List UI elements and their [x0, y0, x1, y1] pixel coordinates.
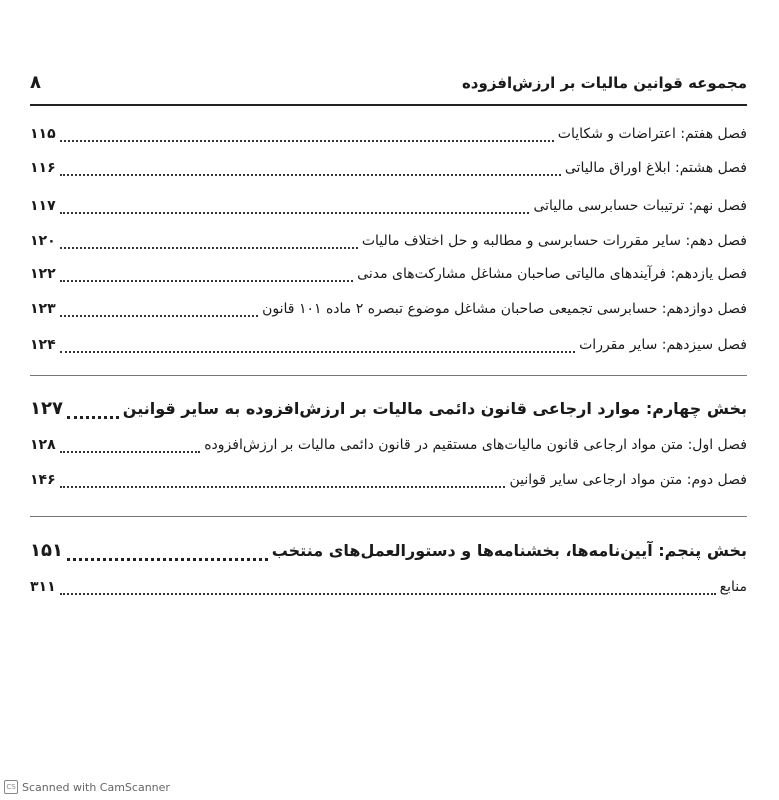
toc-entry-page: ۱۵۱	[30, 540, 63, 561]
toc-entry-label: فصل هشتم: ابلاغ اوراق مالیاتی	[564, 160, 747, 176]
toc-entry-chapter-9[interactable]	[30, 198, 747, 220]
toc-entry-chapter-8[interactable]	[30, 160, 747, 182]
toc-entry-part4-chapter-1[interactable]	[30, 437, 747, 459]
camscanner-icon: CS	[4, 780, 18, 794]
scanner-watermark-text: Scanned with CamScanner	[22, 780, 170, 794]
toc-leader-dots	[60, 351, 575, 353]
toc-entry-page: ۱۲۴	[30, 337, 56, 353]
toc-leader-dots	[60, 451, 201, 453]
toc-entry-chapter-10[interactable]	[30, 233, 747, 255]
toc-entry-chapter-13[interactable]	[30, 337, 747, 359]
section-divider	[30, 375, 747, 376]
toc-leader-dots	[67, 416, 119, 419]
toc-entry-page: ۱۱۶	[30, 160, 56, 176]
toc-entry-page: ۱۱۵	[30, 126, 56, 142]
toc-entry-part4-chapter-2[interactable]	[30, 472, 747, 494]
toc-entry-page: ۱۱۷	[30, 198, 56, 214]
section-divider	[30, 516, 747, 517]
toc-leader-dots	[60, 593, 716, 595]
toc-entry-part-5[interactable]	[30, 540, 747, 566]
toc-entry-label: فصل یازدهم: فرآیندهای مالیاتی صاحبان مشاغل مشارکت‌های مدنی	[357, 266, 747, 282]
toc-leader-dots	[67, 558, 268, 561]
toc-entry-label: فصل دوازدهم: حسابرسی تجمیعی صاحبان مشاغل موضوع تبصره ۲ ماده ۱۰۱ قانون	[262, 301, 747, 317]
toc-entry-page: ۳۱۱	[30, 579, 56, 595]
toc-entry-chapter-7[interactable]	[30, 126, 747, 148]
toc-leader-dots	[60, 174, 561, 176]
toc-entry-chapter-12[interactable]	[30, 301, 747, 323]
toc-leader-dots	[60, 140, 554, 142]
page-number: ۸	[30, 72, 41, 93]
toc-entry-label: فصل دوم: متن مواد ارجاعی سایر قوانین	[509, 472, 747, 488]
page-header	[30, 70, 747, 106]
toc-leader-dots	[60, 486, 506, 488]
toc-entry-label: بخش چهارم: موارد ارجاعی قانون دائمی مالیات بر ارزش‌افزوده به سایر قوانین	[122, 399, 747, 418]
toc-entry-label: منابع	[719, 579, 747, 595]
toc-leader-dots	[60, 247, 358, 249]
toc-leader-dots	[60, 280, 354, 282]
toc-leader-dots	[60, 315, 258, 317]
toc-entry-chapter-11[interactable]	[30, 266, 747, 288]
toc-entry-label: فصل سیزدهم: سایر مقررات	[579, 337, 747, 353]
toc-entry-label: بخش پنجم: آیین‌نامه‌ها، بخشنامه‌ها و دستورالعمل‌های منتخب	[271, 541, 747, 560]
toc-entry-references[interactable]	[30, 579, 747, 601]
toc-entry-page: ۱۲۷	[30, 398, 63, 419]
toc-entry-part-4[interactable]	[30, 398, 747, 424]
toc-entry-label: فصل دهم: سایر مقررات حسابرسی و مطالبه و حل اختلاف مالیات	[361, 233, 747, 249]
toc-entry-page: ۱۴۶	[30, 472, 56, 488]
toc-entry-page: ۱۲۰	[30, 233, 56, 249]
toc-entry-page: ۱۲۳	[30, 301, 56, 317]
book-title: مجموعه قوانین مالیات بر ارزش‌افزوده	[461, 74, 747, 92]
toc-entry-page: ۱۲۲	[30, 266, 56, 282]
toc-entry-label: فصل نهم: ترتیبات حسابرسی مالیاتی	[533, 198, 747, 214]
scanner-watermark	[4, 780, 170, 794]
toc-entry-label: فصل اول: متن مواد ارجاعی قانون مالیات‌های مستقیم در قانون دائمی مالیات بر ارزش‌افزوده	[204, 437, 747, 453]
toc-leader-dots	[60, 212, 530, 214]
toc-entry-label: فصل هفتم: اعتراضات و شکایات	[557, 126, 747, 142]
toc-entry-page: ۱۲۸	[30, 437, 56, 453]
